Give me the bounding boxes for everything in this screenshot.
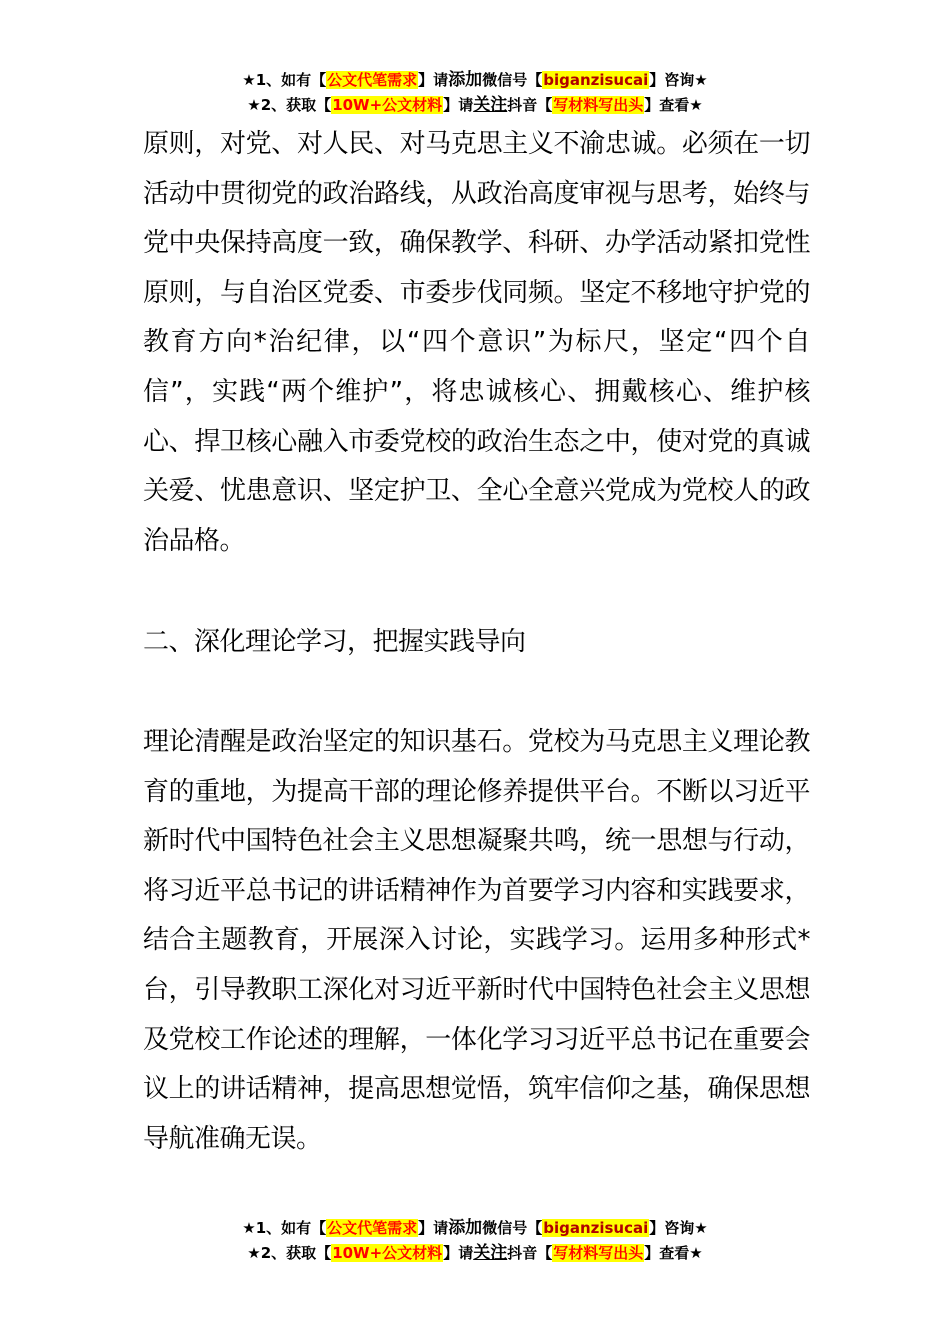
- body-paragraph-1: [143, 120, 810, 566]
- banner-line-2-middle-2: 抖音【: [507, 96, 553, 114]
- banner-emphasis-follow: 关注: [473, 95, 508, 115]
- banner-line-1: [0, 68, 950, 93]
- paragraph-text: 理论清醒是政治坚定的知识基石。党校为马克思主义理论教育的重地，为提高干部的理论修养提供平台。不断以习近平新时代中国特色社会主义思想凝聚共鸣，统一思想与行动，将习近平总书记的讲话精神作为首要学习内容和实践要求，结合主题教育，开展深入讨论，实践学习。运用多种形式*台，引导教职工深化对习近平新时代中国特色社会主义思想及党校工作论述的理解，一体化学习习近平总书记在重要会议上的讲话精神，提高思想觉悟，筑牢信仰之基，确保思想导航准确无误。: [143, 727, 810, 1154]
- header-banner: [0, 68, 950, 118]
- banner-highlight-ghostwriting: 公文代笔需求: [327, 71, 418, 89]
- banner-highlight-ghostwriting: 公文代笔需求: [327, 1219, 418, 1237]
- banner-line-1-suffix: 】咨询★: [649, 71, 708, 89]
- banner-line-2: [0, 93, 950, 118]
- banner-line-2-middle: 】请: [443, 96, 474, 114]
- banner-line-2-prefix: ★2、获取【: [247, 1244, 332, 1262]
- banner-highlight-materials: 10W+公文材料: [332, 1244, 443, 1262]
- banner-line-2-suffix: 】查看★: [644, 96, 703, 114]
- banner-emphasis-follow: 关注: [473, 1243, 508, 1263]
- banner-line-2-suffix: 】查看★: [644, 1244, 703, 1262]
- banner-line-1-suffix: 】咨询★: [649, 1219, 708, 1237]
- banner-line-2-middle: 】请: [443, 1244, 474, 1262]
- banner-line-1-middle-2: 微信号【: [482, 71, 543, 89]
- banner-line-2-prefix: ★2、获取【: [247, 96, 332, 114]
- banner-line-1-middle: 】请: [418, 1219, 449, 1237]
- body-paragraph-2: [143, 718, 810, 1164]
- banner-emphasis-add: 添加: [448, 1218, 483, 1238]
- banner-highlight-wechat-id: biganzisucai: [543, 1219, 649, 1237]
- banner-highlight-douyin-account: 写材料写出头: [553, 1244, 644, 1262]
- banner-highlight-douyin-account: 写材料写出头: [553, 96, 644, 114]
- banner-line-1-prefix: ★1、如有【: [242, 71, 327, 89]
- footer-banner: [0, 1216, 950, 1266]
- banner-line-2-middle-2: 抖音【: [507, 1244, 553, 1262]
- paragraph-text: 原则，对党、对人民、对马克思主义不渝忠诚。必须在一切活动中贯彻党的政治路线，从政治高度审视与思考，始终与党中央保持高度一致，确保教学、科研、办学活动紧扣党性原则，与自治区党委、市委步伐同频。坚定不移地守护党的教育方向*治纪律，以“四个意识”为标尺，坚定“四个自信”，实践“两个维护”，将忠诚核心、拥戴核心、维护核心、捍卫核心融入市委党校的政治生态之中，使对党的真诚关爱、忧患意识、坚定护卫、全心全意兴党成为党校人的政治品格。: [143, 129, 810, 556]
- banner-highlight-materials: 10W+公文材料: [332, 96, 443, 114]
- banner-line-1-middle-2: 微信号【: [482, 1219, 543, 1237]
- banner-line-2: [0, 1241, 950, 1266]
- banner-emphasis-add: 添加: [448, 70, 483, 90]
- banner-highlight-wechat-id: biganzisucai: [543, 71, 649, 89]
- banner-line-1: [0, 1216, 950, 1241]
- banner-line-1-middle: 】请: [418, 71, 449, 89]
- section-heading: [143, 618, 810, 668]
- section-heading-text: 二、深化理论学习，把握实践导向: [143, 627, 526, 657]
- banner-line-1-prefix: ★1、如有【: [242, 1219, 327, 1237]
